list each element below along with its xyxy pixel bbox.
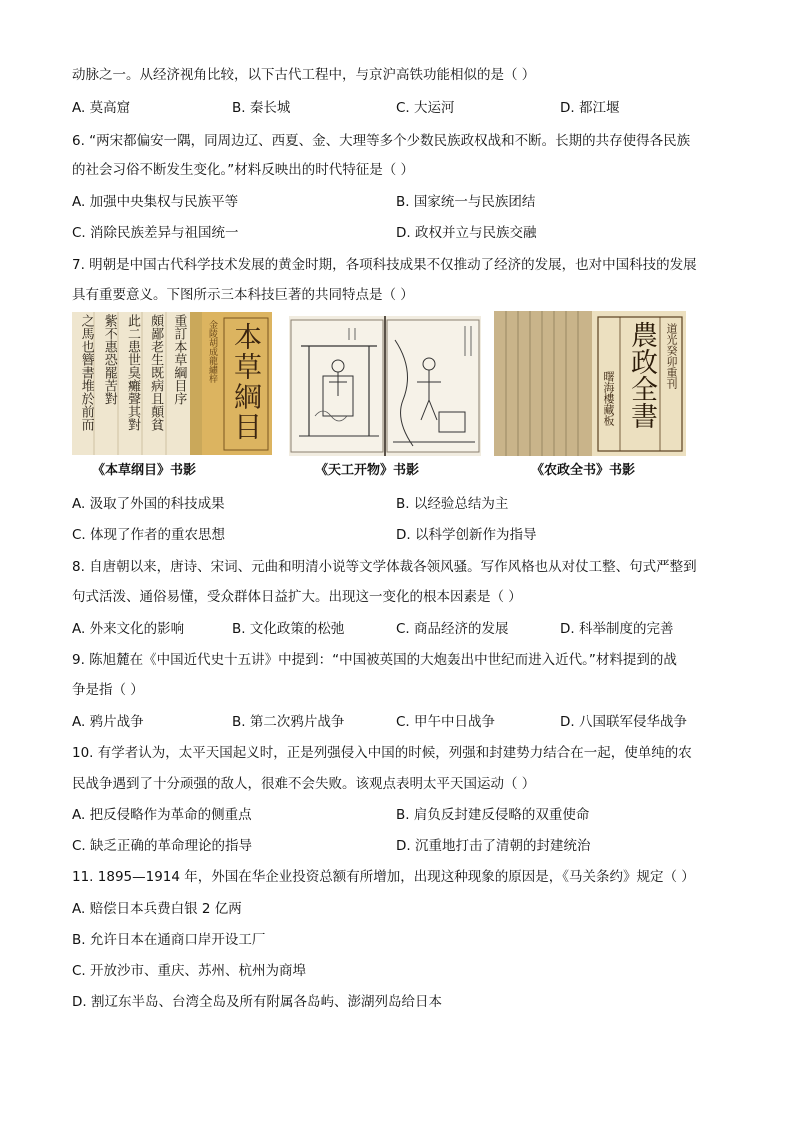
q5-option-b: B. 秦长城 [232,100,291,116]
q11-option-d: D. 割辽东半岛、台湾全岛及所有附属各岛屿、澎湖列岛给日本 [72,994,442,1010]
q10-stem-line2: 民战争遇到了十分顽强的敌人，很难不会失败。该观点表明太平天国运动（ ） [72,776,536,792]
bencao-col-3: 此二患世臭癱聲其對 [124,314,140,431]
bencao-caption: 《本草纲目》书影 [92,463,197,478]
q9-stem-line2: 争是指（ ） [72,682,144,698]
q9-option-a: A. 鸦片战争 [72,714,144,730]
q7-option-a: A. 汲取了外国的科技成果 [72,496,225,512]
nongzheng-caption: 《农政全书》书影 [531,463,636,478]
bencao-gangmu-image [72,312,272,455]
q8-option-c: C. 商品经济的发展 [396,621,509,637]
bencao-col-4: 頗鄙老生既病且顛貧 [148,314,164,431]
q5-stem-tail: 动脉之一。从经济视角比较，以下古代工程中，与京沪高铁功能相似的是（ ） [72,67,536,83]
q6-option-b: B. 国家统一与民族团结 [396,194,536,210]
q7-option-b: B. 以经验总结为主 [396,496,509,512]
q8-option-b: B. 文化政策的松弛 [232,621,345,637]
q7-stem-line1: 7. 明朝是中国古代科学技术发展的黄金时期，各项科技成果不仅推动了经济的发展，也对中国科技的发展 [72,257,697,273]
q11-stem-line1: 11. 1895—1914 年，外国在华企业投资总额有所增加，出现这种现象的原因是，《马关条约》规定（ ） [72,869,695,885]
q5-option-d: D. 都江堰 [560,100,620,116]
nongzheng-quanshu-illustration [494,311,686,456]
q6-stem-line2: 的社会习俗不断发生变化。”材料反映出的时代特征是（ ） [72,162,415,178]
bencao-title: 本草綱目 [230,322,263,442]
q5-option-a: A. 莫高窟 [72,100,131,116]
bencao-col-5: 重訂本草綱目序 [171,314,187,405]
q10-option-a: A. 把反侵略作为革命的侧重点 [72,807,252,823]
tiangong-kaiwu-illustration [289,316,481,456]
q9-option-b: B. 第二次鸦片战争 [232,714,345,730]
q10-option-c: C. 缺乏正确的革命理论的指导 [72,838,253,854]
q5-option-c: C. 大运河 [396,100,455,116]
q9-option-d: D. 八国联军侵华战争 [560,714,687,730]
tiangong-kaiwu-image [289,316,481,456]
nongzheng-quanshu-image [494,311,686,456]
q8-option-d: D. 科举制度的完善 [560,621,674,637]
q9-option-c: C. 甲午中日战争 [396,714,496,730]
q9-stem-line1: 9. 陈旭麓在《中国近代史十五讲》中提到：“中国被英国的大炮轰出中世纪而进入近代。”材料提到的战 [72,652,677,668]
nongzheng-side-right: 道光癸卯重刊 [665,323,678,389]
bencao-side-text: 金陵胡成龍繡梓 [207,320,217,383]
q6-option-d: D. 政权并立与民族交融 [396,225,537,241]
bencao-col-1: 之馬也簪書堆於前而 [78,314,94,431]
q11-option-b: B. 允许日本在通商口岸开设工厂 [72,932,266,948]
q8-stem-line2: 句式活泼、通俗易懂，受众群体日益扩大。出现这一变化的根本因素是（ ） [72,589,522,605]
nongzheng-side-left: 曙海樓藏板 [602,371,615,426]
q6-stem-line1: 6. “两宋都偏安一隅，同周边辽、西夏、金、大理等多个少数民族政权战和不断。长期的共存使得各民族 [72,133,691,149]
q6-option-a: A. 加强中央集权与民族平等 [72,194,239,210]
q11-option-a: A. 赔偿日本兵费白银 2 亿两 [72,901,242,917]
q7-option-c: C. 体现了作者的重农思想 [72,527,226,543]
nongzheng-title: 農政全書 [626,321,657,429]
q10-stem-line1: 10. 有学者认为，太平天国起义时，正是列强侵入中国的时候，列强和封建势力结合在一起，使单纯的农 [72,745,692,761]
q6-option-c: C. 消除民族差异与祖国统一 [72,225,239,241]
q8-option-a: A. 外来文化的影响 [72,621,185,637]
q7-stem-line2: 具有重要意义。下图所示三本科技巨著的共同特点是（ ） [72,287,414,303]
bencao-col-2: 紫不惠恐罷苦對 [101,314,117,405]
q8-stem-line1: 8. 自唐朝以来，唐诗、宋词、元曲和明清小说等文学体裁各领风骚。写作风格也从对仗工整、句式严整到 [72,559,697,575]
q7-option-d: D. 以科学创新作为指导 [396,527,537,543]
tiangong-caption: 《天工开物》书影 [315,463,420,478]
q10-option-d: D. 沉重地打击了清朝的封建统治 [396,838,591,854]
q11-option-c: C. 开放沙市、重庆、苏州、杭州为商埠 [72,963,307,979]
q10-option-b: B. 肩负反封建反侵略的双重使命 [396,807,590,823]
